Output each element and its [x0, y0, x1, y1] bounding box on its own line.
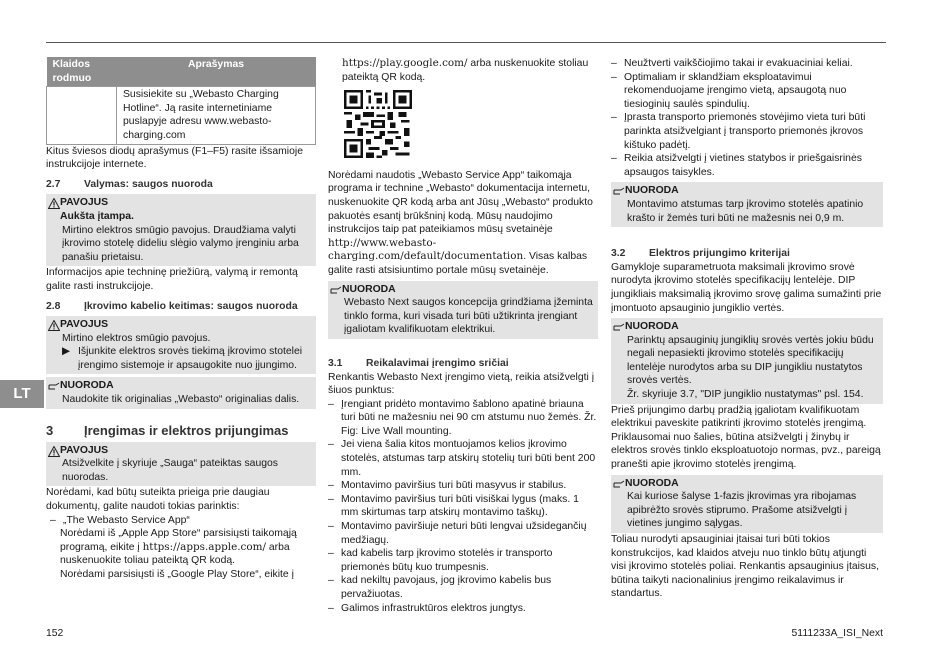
google-play-text: https://play.google.com/ arba nuskenuokite stoliau pateiktą QR kodą. — [342, 57, 589, 83]
note-box-phase — [611, 475, 883, 533]
warning-icon — [48, 446, 60, 457]
warning-icon — [48, 198, 60, 209]
column-1 — [46, 57, 316, 582]
table-cell-description: Susisiekite su „Webasto Charging Hotline“. Ją rasite internetiniame puslapyje adresu www.webasto-charging.com — [117, 87, 316, 144]
note-heading: NUORODA — [342, 283, 396, 295]
danger-subheading: Aukšta įtampa. — [60, 210, 134, 222]
danger-text: Mirtino elektros smūgio pavojus. — [62, 332, 211, 344]
section-3-heading: 3 Įrengimas ir elektros prijungimas — [46, 422, 289, 438]
qr-code-image[interactable] — [344, 90, 412, 158]
section-2-7-heading: 2.7 Valymas: saugos nuoroda — [46, 178, 213, 190]
note-heading: NUORODA — [625, 321, 679, 333]
electrician-text: Prieš prijungimo darbų pradžią įgaliotam kvalifikuotam elektrikui paveskite patikrinti įkrovimo stotelės įrengimą. Priklausomai nuo šalies, būtina atsižvelgti į žinybų ir elektros srovės tinklo eksploatuotojo normas, pvz., pareigą pranešti apie įkrovimo stotelės įrengimą. — [611, 404, 881, 471]
location-intro-text: Renkantis Webasto Next įrengimo vietą, reikia atsižvelgti į šiuos punktus: — [328, 371, 595, 397]
table-header-description: Aprašymas — [117, 57, 316, 87]
language-tab: LT — [0, 380, 44, 408]
table-cell-code — [47, 87, 117, 144]
documentation-url-link[interactable]: http://www.webasto-charging.com/default/documentation — [328, 236, 524, 263]
section-3-2-heading: 3.2 Elektros prijungimo kriterijai — [611, 248, 790, 260]
note-text: Montavimo atstumas tarp įkrovimo stotelės apatinio krašto ir žemės turi būti ne mažesnis nei 0,9 m. — [627, 198, 864, 224]
danger-box-cleaning — [46, 194, 316, 266]
list-item: – Galimos infrastruktūros elektros jungtys. — [328, 602, 526, 614]
page-number: 152 — [46, 628, 64, 639]
intro-text: Kitus šviesos diodų aprašymus (F1–F5) rasite išsamioje instrukcijoje internete. — [46, 145, 303, 171]
list-item: – kad nekiltų pavojaus, jog įkrovimo kabelis bus pervažiuotas. — [328, 575, 552, 600]
danger-text: Atsižvelkite į skyriuje „Sauga“ pateiktas saugos nuorodas. — [62, 458, 278, 483]
table-header-code: Klaidos rodmuo — [47, 57, 117, 87]
note-box-breakers — [611, 318, 883, 404]
list-item: – Optimaliam ir sklandžiam eksploatavimui rekomenduojame įrengimo vietą, apsaugotą nuo tiesioginių saulės spindulių. — [611, 71, 847, 110]
location-requirements-list — [328, 398, 598, 616]
note-box-grounding — [328, 281, 598, 339]
note-hand-icon — [330, 285, 342, 296]
document-code: 5111233A_ISI_Next — [791, 628, 883, 639]
maintenance-text: Informacijos apie techninę priežiūrą, valymą ir remontą galite rasti instrukcijoje. — [46, 267, 298, 292]
google-play-url-link[interactable]: https://play.google.com/ — [342, 57, 468, 69]
note-text: Parinktų apsauginių jungiklių srovės vertės jokiu būdu negali nepasiekti įkrovimo stotelės specifikacijų lentelėje nurodytos arba su DIP jungikliu nustatytos srovės vertės. — [627, 334, 874, 387]
list-item: – Įprasta transporto priemonės stovėjimo vieta turi būti parinkta atsižvelgiant į transporto priemonės įkrovos kištuko padėtį. — [611, 112, 866, 151]
bullet-item: ▶ Išjunkite elektros srovės tiekimą įkrovimo stotelei įrengimo sistemoje ir apsaugokite nuo įjungimo. — [62, 346, 303, 371]
list-item: – „The Webasto Service App“ — [50, 514, 190, 526]
note-heading: NUORODA — [625, 185, 679, 197]
note-text: Webasto Next saugos koncepcija grindžiama įžeminta tinklo forma, kuri visada turi būti užtikrinta įrengiant įgaliotam kvalifikuotam elektrikui. — [344, 297, 593, 336]
danger-heading: PAVOJUS — [60, 319, 109, 331]
list-item: – Montavimo paviršiuje neturi būti lengvai užsidegančių medžiagų. — [328, 521, 587, 546]
current-text: Gamykloje suparametruota maksimali įkrovimo srovė nurodyta įkrovimo stotelės specifikacijų lentelėje. DIP jungikliais maksimalią įkrovimo srovę galima sumažinti prie įmontuoto apsauginio jungiklio vertės. — [611, 261, 882, 314]
note-heading: NUORODA — [625, 477, 679, 489]
note-hand-icon — [613, 479, 625, 490]
column-2 — [328, 57, 598, 615]
column-3 — [611, 57, 883, 601]
list-item: – Jei viena šalia kitos montuojamos kelios įkrovimo stotelės, atstumas tarp atskirų stotelių turi būti bent 200 mm. — [328, 439, 596, 478]
note-box-parts — [46, 377, 316, 408]
error-table — [46, 57, 316, 145]
header-rule — [46, 42, 886, 43]
list-item: – Reikia atsižvelgti į vietines statybos ir priešgaisrinės apsaugos taisykles. — [611, 153, 862, 178]
note-heading: NUORODA — [60, 380, 114, 392]
note-hand-icon — [613, 186, 625, 197]
section-2-8-heading: 2.8 Įkrovimo kabelio keitimas: saugos nuoroda — [46, 300, 298, 312]
note-hand-icon — [48, 381, 60, 392]
apple-text: Norėdami iš „Apple App Store“ parsisiųsti taikomąją programą, eikite į https://apps.apple.com/ arba nuskenuokite toliau pateiktą QR kodą. — [60, 528, 297, 567]
list-item: – kad kabelis tarp įkrovimo stotelės ir transporto priemonės būtų kuo trumpesnis. — [328, 548, 553, 573]
note-text: Naudokite tik originalias „Webasto“ originalias dalis. — [62, 394, 300, 406]
note-box-distance — [611, 182, 883, 227]
google-text: Norėdami parsisiųsti iš „Google Play Store“, eikite į — [60, 569, 294, 580]
protection-text: Toliau nurodyti apsauginiai įtaisai turi būti tokios konstrukcijos, kad klaidos atveju nuo tinklo būtų atjungti visi įkrovimo stotelės poliai. Renkantis apsauginius įtaisus, būtina taikyti nacionalinius įrengimo reikalavimus ir standartus. — [611, 534, 879, 600]
documents-text: Norėdami, kad būtų suteikta prieiga prie daugiau dokumentų, galite naudoti tokias parinktis: — [46, 487, 270, 513]
service-app-text: Norėdami naudotis „Webasto Service App“ taikomąja programa ir technine „Webasto“ dokumentacija internetu, nuskenuokite QR kodą arba ant Jūsų „Webasto“ produkto pakuotės esantį brūkšninį kodą. Mūsų naudojimo instrukcijos taip pat pateikiamos mūsų svetainėje http://www.webasto-charging.com/default/documentation. Visas kalbas galite rasti atsisiuntimo portale mūsų svetainėje. — [328, 169, 593, 276]
list-item: – Montavimo paviršius turi būti visiškai lygus (maks. 1 mm skirtumas tarp atskirų montavimo taškų). — [328, 493, 579, 519]
note-text: Kai kuriose šalyse 1-fazis įkrovimas yra ribojamas apibrėžto srovės stiprumo. Prašome atsižvelgti į vietines jungimo sąlygas. — [627, 491, 857, 530]
danger-box-cable — [46, 316, 316, 374]
apple-url-link[interactable]: https://apps.apple.com/ — [142, 540, 266, 553]
cross-reference-link[interactable]: Žr. skyriuje 3.7, "DIP jungiklio nustatymas" psl. 154. — [627, 389, 864, 401]
list-item: – Įrengiant pridėto montavimo šablono apatinė briauna turi būti ne mažesniu nei 90 cm atstumu nuo žemės. Žr. Fig: Live Wall mounting. — [328, 398, 597, 437]
danger-box-safety — [46, 442, 316, 487]
section-3-1-heading: 3.1 Reikalavimai įrengimo sričiai — [328, 357, 509, 369]
danger-heading: PAVOJUS — [60, 444, 109, 456]
warning-icon — [48, 320, 60, 331]
triangle-bullet-icon: ▶ — [62, 346, 70, 358]
danger-heading: PAVOJUS — [60, 197, 109, 209]
list-item: – Montavimo paviršius turi būti masyvus ir stabilus. — [328, 480, 567, 492]
note-hand-icon — [613, 322, 625, 333]
danger-text: Mirtino elektros smūgio pavojus. Draudžiama valyti įkrovimo stotelę dideliu slėgio valymo įrenginiu arba panašiu prietaisu. — [62, 224, 299, 263]
list-item: – Neužtverti vaikščiojimo takai ir evakuaciniai keliai. — [611, 58, 853, 69]
